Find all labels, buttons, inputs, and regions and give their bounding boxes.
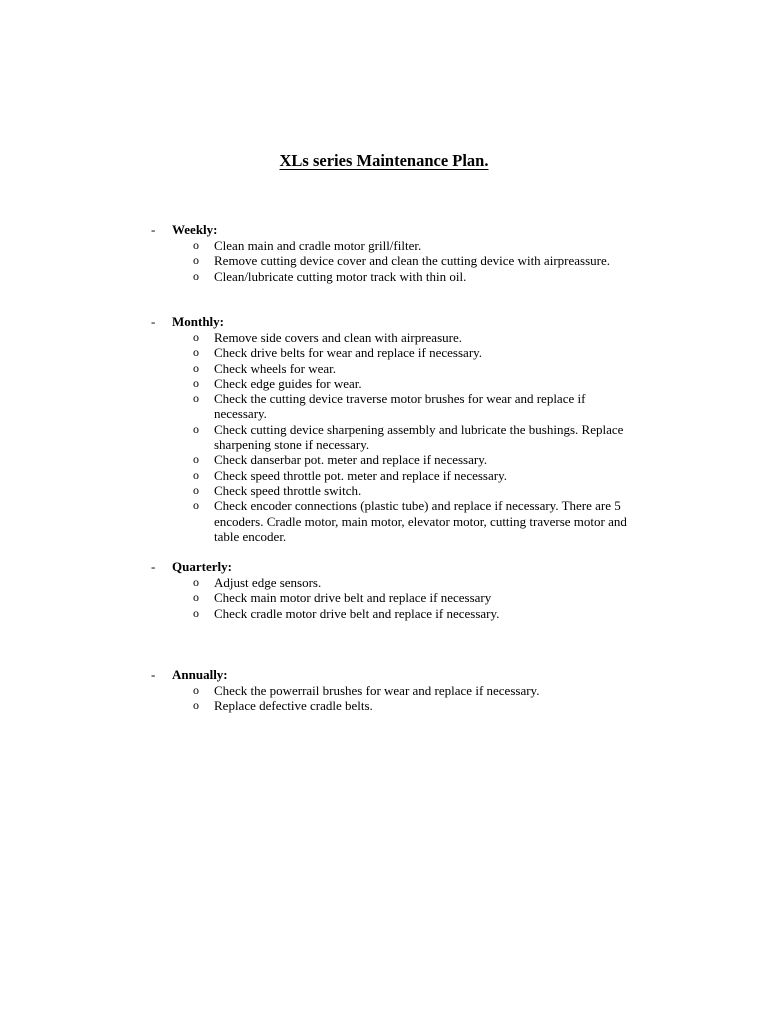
list-item (151, 361, 641, 376)
item-text: Check speed throttle pot. meter and replace if necessary. (214, 467, 507, 483)
bullet-marker: o (193, 698, 199, 713)
list-item (151, 253, 641, 268)
dash-marker: - (151, 667, 156, 682)
item-text: Check speed throttle switch. (214, 482, 362, 498)
bullet-marker: o (193, 360, 199, 375)
bullet-marker: o (193, 345, 199, 360)
item-text: Clean main and cradle motor grill/filter. (214, 238, 422, 253)
item-text: Check encoder connections (plastic tube) and replace if necessary. There are 5 encoders. Cradle motor, main motor, elevator motor, cutting traverse motor and table encoder. (214, 498, 627, 544)
item-text: Replace defective cradle belts. (214, 698, 373, 714)
bullet-marker: o (193, 498, 199, 513)
section-heading (151, 559, 651, 575)
section-annually (151, 667, 651, 714)
bullet-marker: o (193, 268, 199, 283)
section-heading (151, 314, 651, 330)
list-item (151, 376, 641, 391)
bullet-marker: o (193, 482, 199, 497)
list-item (151, 590, 641, 605)
list-item (151, 269, 641, 284)
section-monthly (151, 314, 651, 544)
item-text: Check drive belts for wear and replace if necessary. (214, 345, 483, 361)
list-item (151, 575, 641, 590)
section-label: Monthly: (172, 314, 224, 329)
list-item (151, 345, 641, 360)
bullet-marker: o (193, 467, 199, 482)
item-text: Check cutting device sharpening assembly and lubricate the bushings. Replace sharpening stone if necessary. (214, 421, 624, 453)
dash-marker: - (151, 222, 156, 237)
item-text: Clean/lubricate cutting motor track with thin oil. (214, 268, 467, 284)
section-weekly (151, 222, 651, 284)
list-item (151, 698, 641, 713)
bullet-marker: o (193, 590, 199, 605)
list-item (151, 483, 641, 498)
item-list (151, 330, 651, 544)
list-item (151, 422, 641, 453)
dash-marker: - (151, 314, 156, 329)
bullet-marker: o (193, 253, 199, 268)
item-list (151, 575, 651, 621)
bullet-marker: o (193, 605, 199, 620)
item-text: Check main motor drive belt and replace if necessary (214, 590, 492, 606)
bullet-marker: o (193, 238, 199, 252)
item-text: Remove side covers and clean with airpreasure. (214, 330, 462, 345)
list-item (151, 391, 641, 422)
bullet-marker: o (193, 330, 199, 344)
item-list (151, 238, 651, 284)
item-text: Check the powerrail brushes for wear and replace if necessary. (214, 683, 540, 698)
item-text: Check the cutting device traverse motor brushes for wear and replace if necessary. (214, 391, 586, 422)
bullet-marker: o (193, 391, 199, 406)
bullet-marker: o (193, 575, 199, 589)
list-item (151, 606, 641, 621)
list-item (151, 330, 641, 345)
document-title: XLs series Maintenance Plan. (279, 151, 489, 170)
section-quarterly (151, 559, 651, 621)
list-item (151, 498, 641, 544)
section-label: Weekly: (172, 222, 218, 237)
item-text: Check wheels for wear. (214, 360, 337, 376)
section-heading (151, 667, 651, 683)
item-text: Check cradle motor drive belt and replace if necessary. (214, 605, 500, 621)
item-text: Remove cutting device cover and clean the cutting device with airpreassure. (214, 253, 610, 269)
bullet-marker: o (193, 421, 199, 436)
bullet-marker: o (193, 452, 199, 467)
list-item (151, 468, 641, 483)
section-heading (151, 222, 651, 238)
item-text: Check danserbar pot. meter and replace if necessary. (214, 452, 488, 468)
bullet-marker: o (193, 375, 199, 390)
bullet-marker: o (193, 683, 199, 697)
item-text: Adjust edge sensors. (214, 575, 322, 590)
item-list (151, 683, 651, 714)
section-label: Quarterly: (172, 559, 232, 574)
section-label: Annually: (172, 667, 228, 682)
dash-marker: - (151, 559, 156, 574)
list-item (151, 452, 641, 467)
list-item (151, 238, 641, 253)
item-text: Check edge guides for wear. (214, 375, 362, 391)
list-item (151, 683, 641, 698)
